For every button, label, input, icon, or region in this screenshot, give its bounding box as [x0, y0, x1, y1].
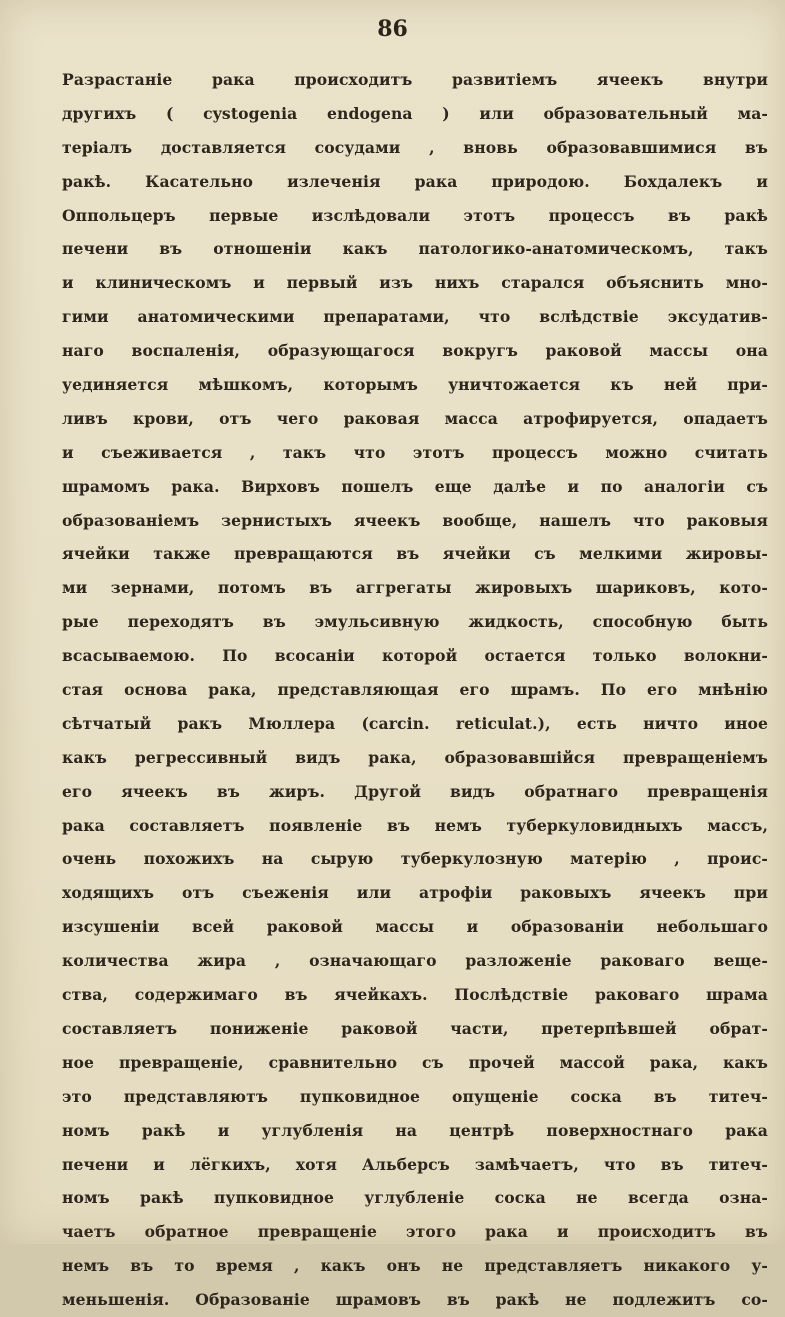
text-line: ячейки также превращаются въ ячейки съ мелкими жировы- [62, 544, 768, 564]
text-line: образованiемъ зернистыхъ ячеекъ вообще, нашелъ что раковыя [62, 510, 768, 530]
text-line: гими анатомическими препаратами, что вслѣдствiе эксудатив- [62, 307, 768, 327]
text-line: наго воспаленiя, образующагося вокругъ раковой массы она [62, 341, 768, 361]
text-line: стая основа рака, представляющая его шрамъ. По его мнѣнiю [62, 680, 768, 700]
text-line: составляетъ пониженiе раковой части, претерпѣвшей обрат- [62, 1018, 768, 1038]
text-line: ства, содержимаго въ ячейкахъ. Послѣдствiе раковаго шрама [62, 985, 768, 1005]
text-line: печени и лёгкихъ, хотя Альберсъ замѣчаетъ, что въ титеч- [62, 1154, 768, 1174]
text-line: терiалъ доставляется сосудами , вновь образовавшимися въ [62, 137, 768, 157]
text-line: рака составляетъ появленiе въ немъ туберкуловидныхъ массъ, [62, 815, 768, 835]
text-line: какъ регрессивный видъ рака, образовавшiйся превращенiемъ [62, 747, 768, 767]
text-line: и клиническомъ и первый изъ нихъ старался объяснить мно- [62, 273, 768, 293]
text-line: ное превращенiе, сравнительно съ прочей массой рака, какъ [62, 1052, 768, 1072]
body-text [62, 63, 768, 1317]
text-line: всасываемою. По всосанiи которой остается только волокни- [62, 646, 768, 666]
text-line: чаетъ обратное превращенiе этого рака и происходитъ въ [62, 1222, 768, 1242]
text-line: сѣтчатый ракъ Мюллера (carcin. reticulat.), есть ничто иное [62, 713, 768, 733]
text-line: номъ ракѣ пупковидное углубленiе соска не всегда озна- [62, 1188, 768, 1208]
text-line: Разрастанiе рака происходитъ развитiемъ ячеекъ внутри [62, 70, 768, 89]
text-line: немъ въ то время , какъ онъ не представляетъ никакого у- [62, 1256, 768, 1276]
text-line: ливъ крови, отъ чего раковая масса атрофируется, опадаетъ [62, 408, 768, 428]
page-number: 86 [377, 16, 408, 42]
text-line: другихъ ( cystogenia endogena ) или образовательный ма- [62, 103, 768, 123]
text-line: шрамомъ рака. Вирховъ пошелъ еще далѣе и по аналогiи съ [62, 476, 768, 496]
text-line: очень похожихъ на сырую туберкулозную матерiю , проис- [62, 849, 768, 869]
text-line: количества жира , означающаго разложенiе раковаго веще- [62, 951, 768, 971]
text-line: рые переходятъ въ эмульсивную жидкость, способную быть [62, 612, 768, 632]
text-line: ходящихъ отъ съеженiя или атрофiи раковыхъ ячеекъ при [62, 883, 768, 903]
text-line: уединяется мѣшкомъ, которымъ уничтожается къ ней при- [62, 375, 768, 395]
text-line: меньшенiя. Образованiе шрамовъ въ ракѣ не подлежитъ со- [62, 1290, 768, 1310]
text-line: ми зернами, потомъ въ аггрегаты жировыхъ шариковъ, кото- [62, 578, 768, 598]
text-line: и съеживается , такъ что этотъ процессъ можно считать [62, 442, 768, 462]
text-line: это представляютъ пупковидное опущенiе соска въ титеч- [62, 1086, 768, 1106]
text-line: изсушенiи всей раковой массы и образованiи небольшаго [62, 917, 768, 937]
text-line: его ячеекъ въ жиръ. Другой видъ обратнаго превращенiя [62, 781, 768, 801]
text-line: ракѣ. Касательно излеченiя рака природою. Бохдалекъ и [62, 171, 768, 191]
text-line: печени въ отношенiи какъ патологико-анатомическомъ, такъ [62, 239, 768, 259]
text-line: номъ ракѣ и углубленiя на центрѣ поверхностнаго рака [62, 1120, 768, 1140]
text-line: Оппольцеръ первые изслѣдовали этотъ процессъ въ ракѣ [62, 205, 768, 225]
